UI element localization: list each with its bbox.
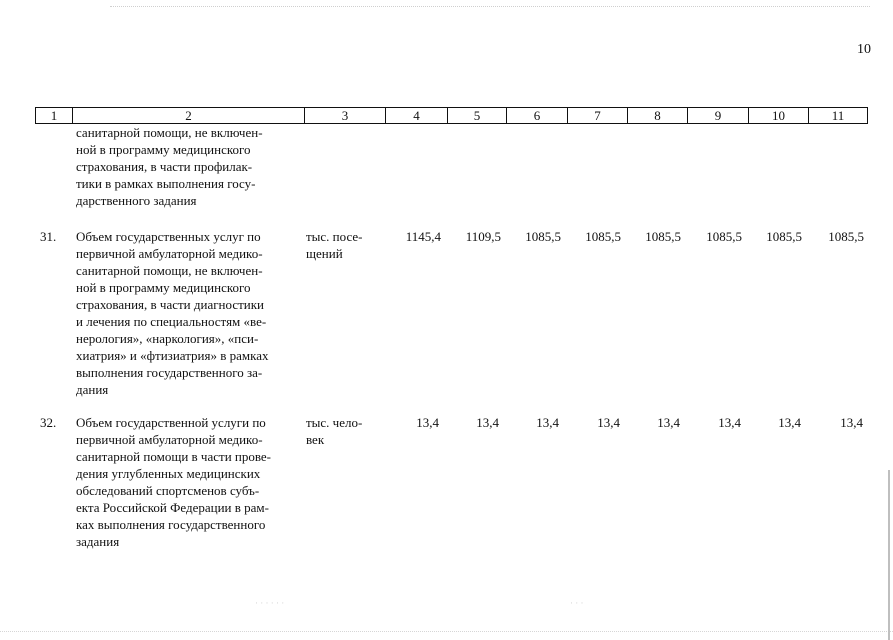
header-col-6: 6 — [507, 108, 568, 124]
row-value-col-8: 13,4 — [657, 415, 680, 430]
row-value-col-5: 13,4 — [476, 415, 499, 430]
row-value-col-11: 1085,5 — [828, 229, 864, 244]
row-value-col-10: 13,4 — [778, 415, 801, 430]
row-description: Объем государственных услуг по первичной амбулаторной медико- санитарной помощи, не включен- ной в программу медицинского страхования, в части диагностики и лечения по специальностям «ве- нерология», «наркология», «пси- хиатрия» и «фтизиатрия» в рамках выполнения государственного за- дания — [76, 229, 269, 397]
header-col-4: 4 — [386, 108, 448, 124]
scan-artifact-bottom — [0, 631, 893, 632]
header-col-5: 5 — [448, 108, 507, 124]
header-col-3: 3 — [305, 108, 386, 124]
row-value-col-9: 13,4 — [718, 415, 741, 430]
row-number: 31. — [40, 229, 57, 244]
header-col-11: 11 — [809, 108, 868, 124]
row-value-col-8: 1085,5 — [645, 229, 681, 244]
header-col-8: 8 — [628, 108, 688, 124]
row-description: Объем государственной услуги по первичной амбулаторной медико- санитарной помощи в части прове- дения углубленных медицинских обследований спортсменов субъ- екта Российской Федерации в рам- ках выполнения государственного задания — [76, 415, 272, 549]
row-value-col-11: 13,4 — [840, 415, 863, 430]
continuation-description: санитарной помощи, не включен- ной в программу медицинского страхования, в части профилак- тики в рамках выполнения госу- дарственного задания — [76, 125, 263, 208]
row-value-col-4: 13,4 — [416, 415, 439, 430]
scan-smudge: · · · · · · — [255, 598, 285, 608]
row-value-col-4: 1145,4 — [405, 229, 441, 244]
header-col-2: 2 — [73, 108, 305, 124]
page-number: 10 — [857, 42, 871, 57]
row-number: 32. — [40, 415, 57, 430]
header-col-10: 10 — [749, 108, 809, 124]
header-col-1: 1 — [36, 108, 73, 124]
scan-artifact-top — [110, 6, 870, 7]
row-value-col-7: 1085,5 — [585, 229, 621, 244]
row-value-col-9: 1085,5 — [706, 229, 742, 244]
header-col-9: 9 — [688, 108, 749, 124]
row-unit: тыс. чело- век — [306, 415, 363, 447]
column-number-header — [35, 107, 868, 124]
row-value-col-10: 1085,5 — [766, 229, 802, 244]
scan-smudge: · · · — [570, 598, 584, 608]
row-value-col-5: 1109,5 — [465, 229, 501, 244]
row-value-col-7: 13,4 — [597, 415, 620, 430]
header-col-7: 7 — [568, 108, 628, 124]
row-unit: тыс. посе- щений — [306, 229, 363, 261]
row-value-col-6: 1085,5 — [525, 229, 561, 244]
row-value-col-6: 13,4 — [536, 415, 559, 430]
scan-artifact-right — [888, 470, 890, 640]
